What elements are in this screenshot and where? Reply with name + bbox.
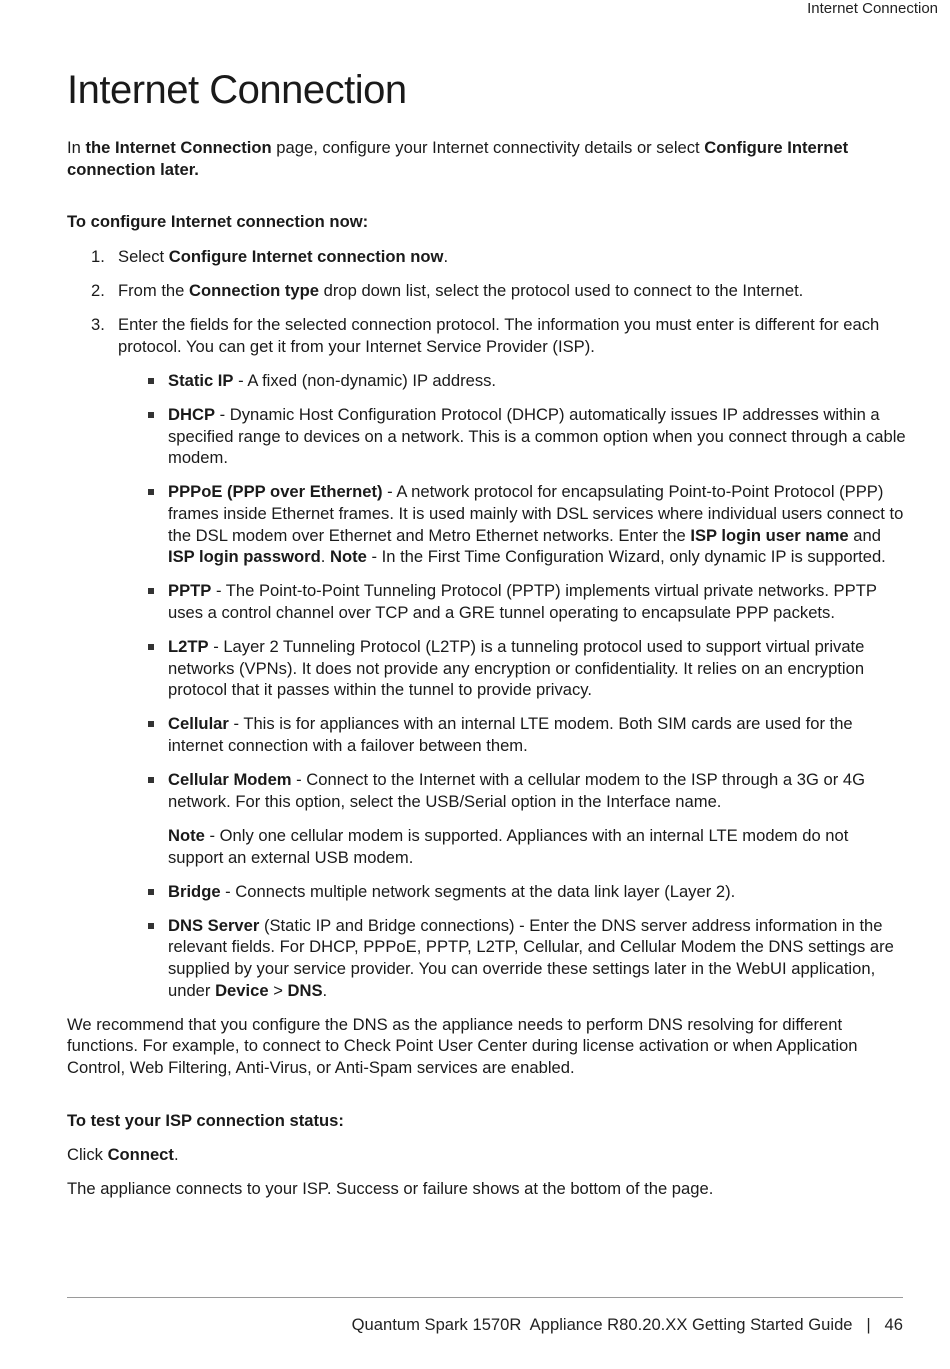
- intro-text: In: [67, 138, 86, 157]
- option-pptp: [118, 580, 907, 623]
- option-name: DHCP: [168, 404, 216, 424]
- intro-paragraph: [67, 137, 907, 180]
- note-label: Note: [330, 547, 367, 567]
- page-number: 46: [884, 1315, 903, 1334]
- intro-page-name: the Internet Connection: [85, 138, 272, 157]
- bullet-square-icon: [148, 489, 154, 495]
- test-procedure-heading: [67, 1110, 907, 1132]
- option-description: .: [320, 547, 330, 567]
- connect-button-name: Connect: [107, 1145, 174, 1165]
- option-name: PPTP: [168, 581, 212, 601]
- step-number: 3.: [91, 315, 105, 335]
- step-2: [67, 280, 907, 302]
- option-description: and: [848, 525, 881, 545]
- bullet-square-icon: [148, 923, 154, 929]
- test-heading-text: To test your ISP connection status:: [67, 1110, 344, 1130]
- option-description: - A network protocol for encapsulating Point-to-Point Protocol (PPP) frames inside Ethernet frames. It is used mainly with DSL services where individual users connect to the DSL modem over Ethernet and Metro Ethernet networks. Enter the: [168, 482, 904, 545]
- option-cellular: [118, 713, 907, 756]
- option-name: Cellular: [168, 714, 229, 734]
- option-dns-server: [118, 915, 907, 1002]
- bullet-square-icon: [148, 588, 154, 594]
- option-description: - Connect to the Internet with a cellular modem to the ISP through a 3G or 4G network. For this option, select the USB/Serial option in the Interface name.: [168, 770, 865, 811]
- option-name: Bridge: [168, 881, 221, 901]
- option-cellular-modem: [118, 769, 907, 868]
- step-text: .: [443, 247, 449, 267]
- option-name: PPPoE (PPP over Ethernet): [168, 482, 383, 502]
- option-description: - Connects multiple network segments at the data link layer (Layer 2).: [220, 881, 736, 901]
- step-text: From the: [118, 281, 190, 301]
- footer-guide-title: Quantum Spark 1570R Appliance R80.20.XX Getting Started Guide: [351, 1315, 853, 1334]
- result-paragraph: The appliance connects to your ISP. Success or failure shows at the bottom of the page.: [67, 1179, 714, 1199]
- option-description: - A fixed (non-dynamic) IP address.: [233, 370, 497, 390]
- bullet-square-icon: [148, 889, 154, 895]
- menu-path-separator: >: [268, 980, 288, 1000]
- step-number: 2.: [91, 281, 105, 301]
- bullet-square-icon: [148, 644, 154, 650]
- option-bridge: [118, 881, 907, 903]
- note-text: - Only one cellular modem is supported. Appliances with an internal LTE modem do not support an external USB modem.: [168, 825, 849, 867]
- note-text: - In the First Time Configuration Wizard, only dynamic IP is supported.: [366, 547, 886, 567]
- option-description: - The Point-to-Point Tunneling Protocol (PPTP) implements virtual private networks. PPTP uses a control channel over TCP and a GRE tunnel operating to encapsulate PPP packets.: [168, 581, 877, 623]
- step-number: 1.: [91, 247, 105, 267]
- option-l2tp: [118, 636, 907, 701]
- footer-separator: |: [866, 1315, 871, 1334]
- step-1: [67, 246, 907, 268]
- field-name: ISP login password: [168, 547, 321, 567]
- menu-path-dns: DNS: [287, 980, 323, 1000]
- option-name: L2TP: [168, 637, 209, 657]
- option-description: - This is for appliances with an internal LTE modem. Both SIM cards are used for the internet connection with a failover between them.: [168, 714, 853, 756]
- step-3: [67, 314, 907, 1001]
- instruction-text: .: [173, 1145, 179, 1165]
- note-label: Note: [168, 825, 205, 845]
- field-name: ISP login user name: [690, 525, 849, 545]
- menu-path-device: Device: [215, 980, 269, 1000]
- configure-steps-list: [67, 246, 907, 1001]
- option-name: Cellular Modem: [168, 770, 292, 790]
- step-field-name: Connection type: [189, 281, 320, 301]
- page-title: Internet Connection: [67, 68, 407, 112]
- click-connect-instruction: [67, 1144, 907, 1166]
- option-static-ip: [118, 370, 907, 392]
- option-pppoe: [118, 481, 907, 568]
- step-text: Select: [118, 247, 169, 267]
- bullet-square-icon: [148, 777, 154, 783]
- running-header: Internet Connection: [807, 0, 938, 17]
- bullet-square-icon: [148, 412, 154, 418]
- step-option-name: Configure Internet connection now: [168, 247, 444, 267]
- option-description: - Layer 2 Tunneling Protocol (L2TP) is a tunneling protocol used to support virtual private networks (VPNs). It does not provide any encryption or confidentiality. It relies on an encryption protocol that it passes within the tunnel to provide privacy.: [168, 637, 865, 700]
- step-text: drop down list, select the protocol used to connect to the Internet.: [319, 281, 804, 301]
- option-name: Static IP: [168, 370, 234, 390]
- intro-option-name: Configure Internet connection later.: [67, 138, 849, 179]
- bullet-square-icon: [148, 721, 154, 727]
- dns-recommendation: We recommend that you configure the DNS as the appliance needs to perform DNS resolving for different functions. For example, to connect to Check Point User Center during license activation or when Application Control, Web Filtering, Anti-Virus, or Anti-Spam services are enabled.: [67, 1014, 858, 1078]
- configure-heading-text: To configure Internet connection now:: [67, 212, 369, 232]
- option-dhcp: [118, 404, 907, 469]
- option-description: - Dynamic Host Configuration Protocol (DHCP) automatically issues IP addresses within a specified range to devices on a network. This is a common option when you connect through a cable modem.: [168, 404, 906, 468]
- connection-types-list: [118, 370, 907, 1002]
- instruction-text: Click: [67, 1145, 108, 1165]
- intro-text: page, configure your Internet connectivity details or select: [271, 138, 705, 157]
- footer-divider: [67, 1297, 903, 1298]
- page-body: [67, 137, 907, 1212]
- option-description: (Static IP and Bridge connections) - Enter the DNS server address information in the relevant fields. For DHCP, PPPoE, PPTP, L2TP, Cellular, and Cellular Modem the DNS settings are supplied by your service provider. You can override these settings later in the WebUI application, under: [168, 915, 894, 1000]
- bullet-square-icon: [148, 378, 154, 384]
- cellular-modem-note: [168, 825, 907, 868]
- option-description: .: [322, 980, 328, 1000]
- option-name: DNS Server: [168, 915, 260, 935]
- page-footer: [352, 1315, 903, 1335]
- configure-procedure-heading: [67, 211, 907, 233]
- step-text: Enter the fields for the selected connection protocol. The information you must enter is different for each protocol. You can get it from your Internet Service Provider (ISP).: [118, 315, 880, 356]
